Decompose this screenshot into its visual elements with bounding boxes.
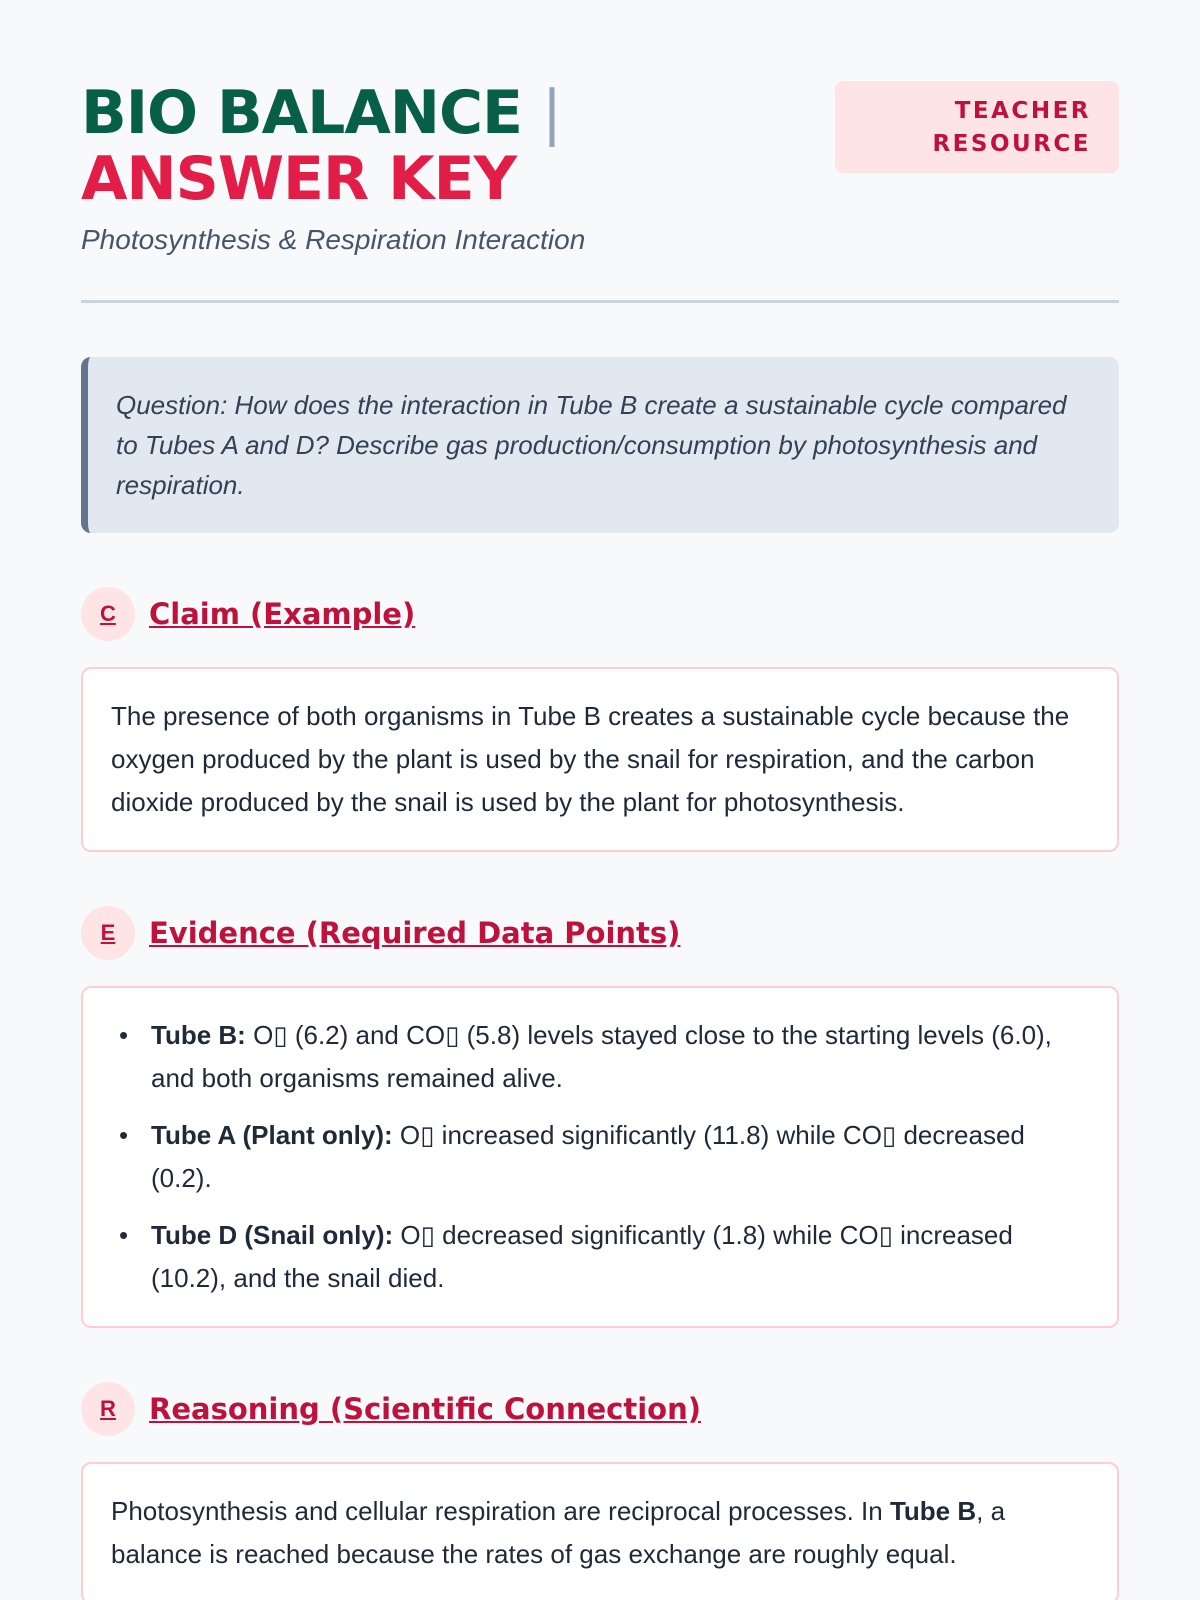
- page-subtitle: Photosynthesis & Respiration Interaction: [81, 224, 586, 255]
- evidence-item-label: Tube D (Snail only):: [151, 1220, 394, 1250]
- header: [81, 0, 1119, 303]
- reasoning-text: [111, 1490, 1089, 1576]
- evidence-item-text: O▯ increased significantly (11.8) while CO▯ decreased (0.2).: [151, 1120, 1025, 1193]
- evidence-section-header: [81, 906, 1119, 960]
- evidence-letter-badge: E: [81, 906, 135, 960]
- evidence-card: [81, 986, 1119, 1328]
- title-answer-key: ANSWER KEY: [81, 144, 517, 214]
- evidence-section-title: Evidence (Required Data Points): [149, 916, 681, 950]
- teacher-resource-badge: [835, 81, 1119, 173]
- badge-line-1: TEACHER: [954, 98, 1091, 124]
- question-box: Question: How does the interaction in Tube B create a sustainable cycle compared to Tubes A and D? Describe gas production/consumption by photosynthesis and respiration.: [81, 357, 1119, 533]
- reasoning-section-header: [81, 1382, 1119, 1436]
- title-bio-balance: BIO BALANCE: [81, 78, 523, 148]
- claim-card: [81, 667, 1119, 852]
- reasoning-text-start: Photosynthesis and cellular respiration are reciprocal processes. In: [111, 1496, 890, 1526]
- evidence-item-tube-d: [111, 1214, 1089, 1300]
- reasoning-section-title: Reasoning (Scientific Connection): [149, 1392, 701, 1426]
- evidence-item-text: O▯ (6.2) and CO▯ (5.8) levels stayed close to the starting levels (6.0), and both organisms remained alive.: [151, 1020, 1052, 1093]
- evidence-list: [111, 1014, 1089, 1300]
- title-separator: |: [541, 78, 562, 148]
- evidence-item-tube-b: [111, 1014, 1089, 1100]
- evidence-item-label: Tube B:: [151, 1020, 246, 1050]
- claim-letter-badge: C: [81, 587, 135, 641]
- badge-line-2: RESOURCE: [932, 131, 1091, 157]
- evidence-item-text: O▯ decreased significantly (1.8) while CO▯ increased (10.2), and the snail died.: [151, 1220, 1013, 1293]
- reasoning-text-bold: Tube B: [889, 1496, 977, 1526]
- reasoning-card: [81, 1462, 1119, 1600]
- claim-section-title: Claim (Example): [149, 597, 416, 631]
- reasoning-letter-badge: R: [81, 1382, 135, 1436]
- claim-text: The presence of both organisms in Tube B creates a sustainable cycle because the oxygen produced by the plant is used by the snail for respiration, and the carbon dioxide produced by the snail is used by the plant for photosynthesis.: [111, 701, 1070, 817]
- header-divider: [81, 300, 1119, 303]
- reasoning-text-end: , a balance is reached because the rates of gas exchange are roughly equal.: [111, 1496, 1006, 1569]
- page-title: [81, 80, 841, 212]
- evidence-item-tube-a: [111, 1114, 1089, 1200]
- evidence-item-label: Tube A (Plant only):: [151, 1120, 393, 1150]
- claim-section-header: [81, 587, 1119, 641]
